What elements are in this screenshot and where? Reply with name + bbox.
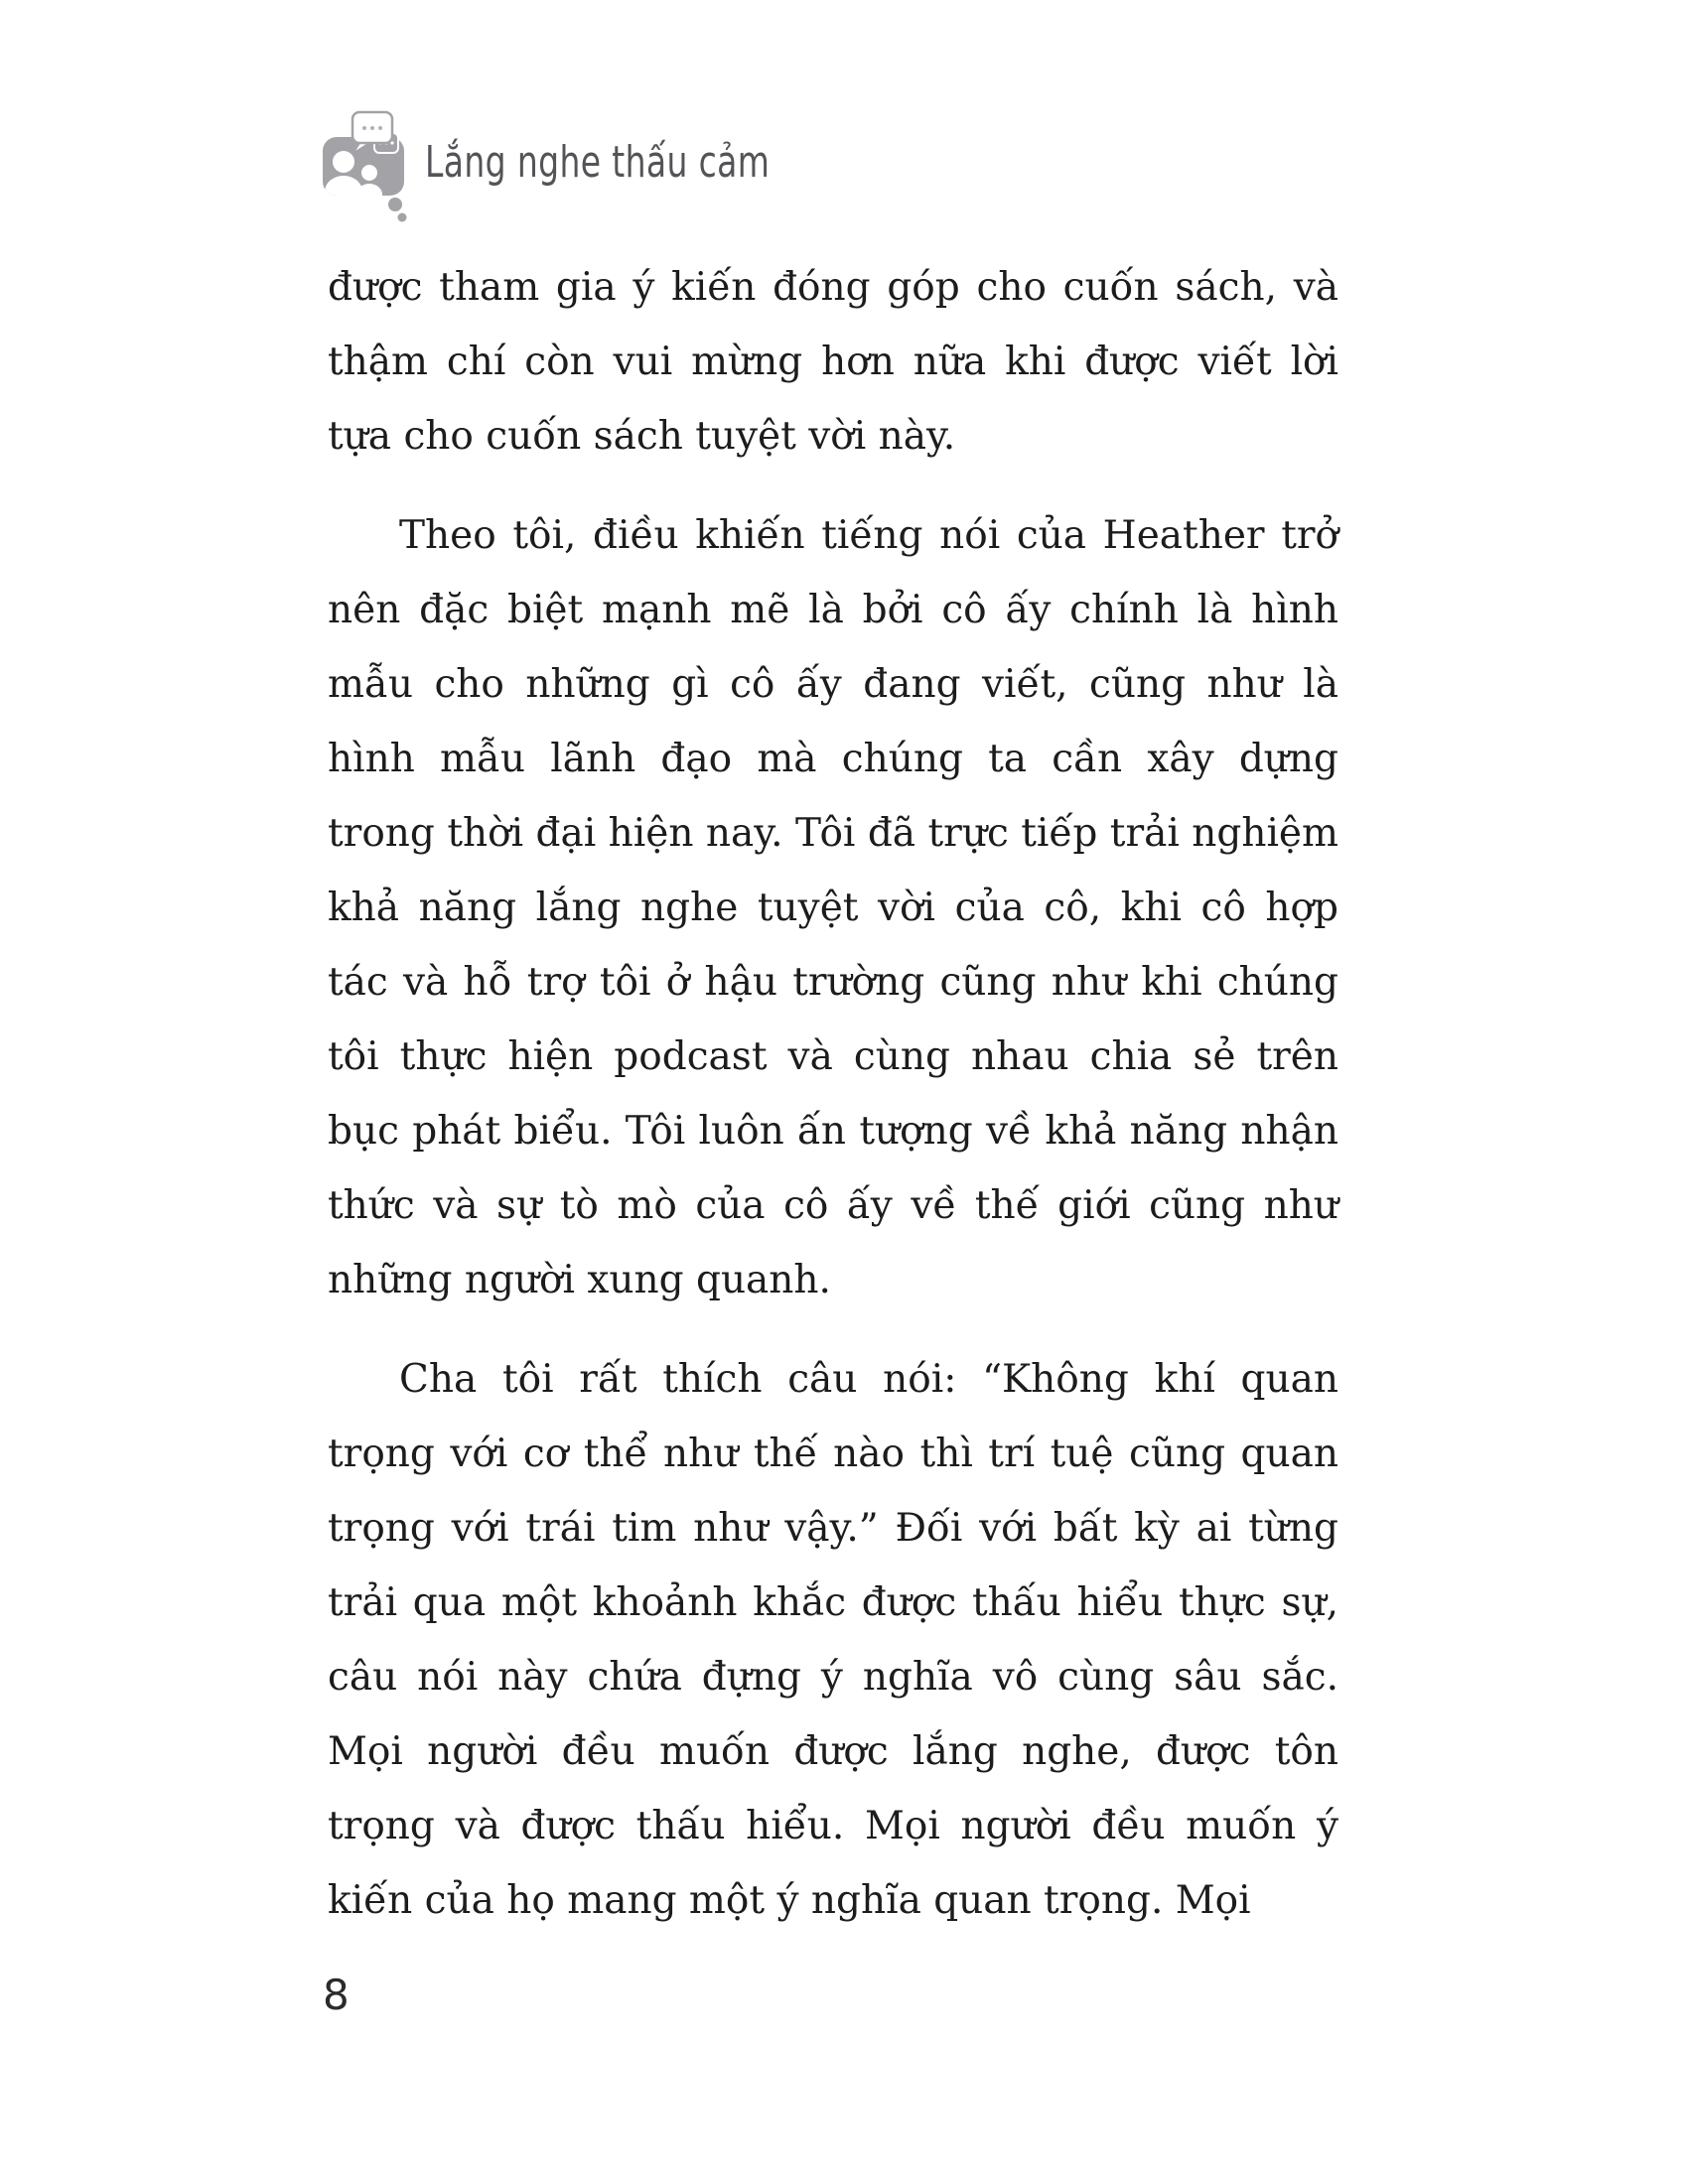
- paragraph-2: Theo tôi, điều khiến tiếng nói của Heather trở nên đặc biệt mạnh mẽ là bởi cô ấy chính là hình mẫu cho những gì cô ấy đang viết, cũng như là hình mẫu lãnh đạo mà chúng ta cần xây dựng trong thời đại hiện nay. Tôi đã trực tiếp trải nghiệm khả năng lắng nghe tuyệt vời của cô, khi cô hợp tác và hỗ trợ tôi ở hậu trường cũng như khi chúng tôi thực hiện podcast và cùng nhau chia sẻ trên bục phát biểu. Tôi luôn ấn tượng về khả năng nhận thức và sự tò mò của cô ấy về thế giới cũng như những người xung quanh.: [328, 513, 1338, 1302]
- thought-dot-small: [398, 213, 407, 222]
- thought-dot-large: [388, 198, 402, 211]
- paragraph-3: Cha tôi rất thích câu nói: “Không khí quan trọng với cơ thể như thế nào thì trí tuệ cũng quan trọng với trái tim như vậy.” Đối với bất kỳ ai từng trải qua một khoảnh khắc được thấu hiểu thực sự, câu nói này chứa đựng ý nghĩa vô cùng sâu sắc. Mọi người đều muốn được lắng nghe, được tôn trọng và được thấu hiểu. Mọi người đều muốn ý kiến của họ mang một ý nghĩa quan trọng. Mọi: [328, 1357, 1338, 1923]
- paragraph-1: được tham gia ý kiến đóng góp cho cuốn sách, và thậm chí còn vui mừng hơn nữa khi được viết lời tựa cho cuốn sách tuyệt vời này.: [328, 265, 1338, 459]
- people-conversation-icon: [320, 109, 409, 223]
- page-number: 8: [323, 1971, 350, 2019]
- running-title: Lắng nghe thấu cảm: [425, 137, 771, 188]
- body-text: [328, 250, 1338, 1963]
